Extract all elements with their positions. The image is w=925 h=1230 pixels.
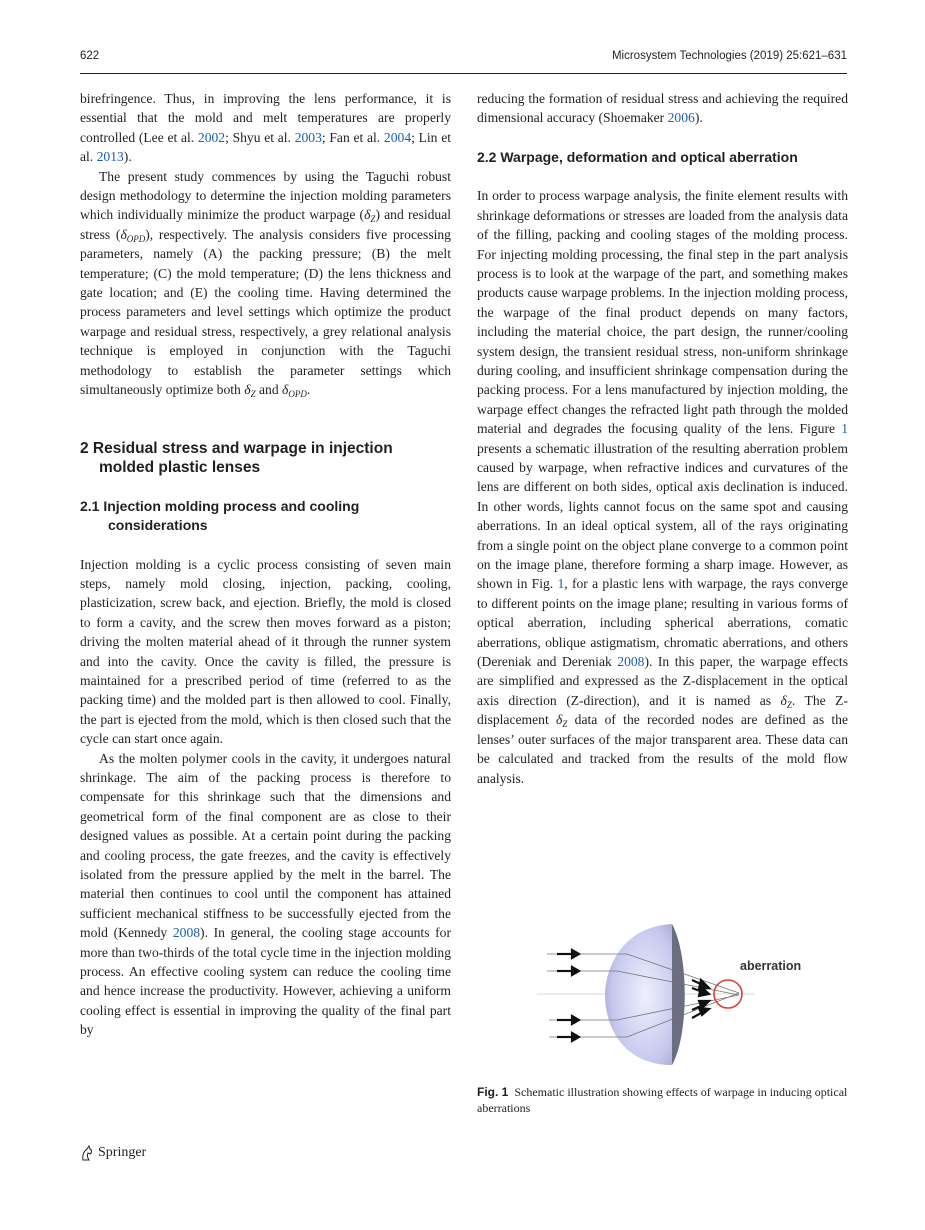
- header-rule: [80, 73, 847, 74]
- math-subscript: OPD: [126, 233, 146, 244]
- paragraph: [477, 186, 848, 788]
- paragraph: [477, 89, 848, 128]
- text-run: ) and residual stress (: [80, 207, 451, 242]
- lens-shape: [605, 924, 672, 1065]
- text-run: birefringence. Thus, in improving the lens performance, it is essential that the mold and melt temperatures are properly controlled (Lee et al.: [80, 91, 451, 145]
- text-run: As the molten polymer cools in the cavity, it undergoes natural shrinkage. The aim of the packing process is therefore to compensate for this shrinkage such that the dimensions and geometrical form of the final component are as close to their designed values as possible. At a certain point during the packing and cooling process, the gate freezes, and the cavity is effectively isolated from the pressure applied by the melt in the barrel. The material then continues to cool until the component has attained sufficient mechanical stiffness to be successfully ejected from the mold (Kennedy: [80, 750, 451, 941]
- math-delta: δ: [244, 382, 251, 398]
- math-symbol: [244, 382, 256, 400]
- right-column: [477, 89, 848, 788]
- paragraph: [80, 749, 451, 1040]
- left-column: [80, 89, 451, 1040]
- text-run: , for a plastic lens with warpage, the rays converge to different points on the image plane; resulting in various forms of optical aberration, including spherical aberrations, comatic aberrations, oblique astigmatism, chromatic aberrations, and others (Dereniak and Dereniak: [477, 576, 848, 670]
- subsection-heading: 2.1 Injection molding process and cooling considerations: [80, 497, 360, 533]
- math-delta: δ: [120, 226, 127, 242]
- paragraph: [80, 89, 451, 167]
- figure-1: [477, 915, 848, 1085]
- text-run: ). In this paper, the warpage effects are simplified and expressed as the Z-displacement in the optical axis direction (Z-direction), and it is named as: [477, 654, 848, 708]
- text-run: ; Lin et al.: [80, 129, 452, 165]
- text-run: ; Fan et al.: [321, 129, 384, 145]
- running-header: [80, 50, 847, 62]
- math-delta: δ: [364, 207, 371, 223]
- citation-link[interactable]: 2002: [197, 129, 226, 145]
- text-run: .: [306, 382, 311, 398]
- math-symbol: [556, 712, 568, 730]
- text-run: reducing the formation of residual stress and achieving the required dimensional accuracy (Shoemaker: [477, 91, 848, 126]
- paragraph: [80, 555, 451, 749]
- paragraph: [80, 167, 451, 400]
- lens-aberration-diagram: [477, 915, 848, 1085]
- text-run: ), respectively. The analysis considers five processing parameters, namely (A) the packing pressure; (B) the melt temperature; (C) the mold temperature; (D) the lens thickness and gate location; and (E) the cooling time. Having determined the process parameters and level settings which optimize the product warpage and residual stress, respectively, a grey relational analysis technique is employed in conjunction with the Taguchi methodology to establish the parameter settings which simultaneously optimize both: [80, 226, 451, 398]
- math-delta: δ: [556, 712, 563, 728]
- citation-link[interactable]: 2003: [294, 129, 322, 145]
- figure-caption: [477, 1084, 848, 1116]
- citation-link[interactable]: 1: [841, 421, 848, 437]
- publisher-name: Springer: [98, 1145, 147, 1160]
- math-delta: δ: [282, 382, 289, 398]
- text-run: ).: [123, 149, 132, 165]
- text-run: Injection molding is a cyclic process consisting of seven main steps, namely mold closing, injection, packing, cooling, plasticization, screw back, and ejection. Briefly, the mold is closed to form a cavity, and the screw then moves forward as a piston; driving the molten material ahead of it through the runner system and into the cavity. Once the cavity is filled, the pressure is maintained for a prescribed period of time (referred to as the packing time) and the molded part is then allowed to cool. Finally, the part is ejected from the mold, which is then closed such that the cycle can start once again.: [80, 556, 451, 747]
- citation-link[interactable]: 2006: [667, 110, 695, 126]
- subsection-heading: 2.2 Warpage, deformation and optical aberration: [477, 148, 798, 165]
- math-delta: δ: [780, 692, 787, 708]
- text-run: ).: [694, 110, 703, 126]
- figure-caption-text: Schematic illustration showing effects of warpage in inducing optical aberrations: [477, 1085, 848, 1115]
- aberration-label: aberration: [740, 959, 802, 973]
- text-run: ). In general, the cooling stage accounts for more than two-thirds of the total cycle time in the injection molding process. An effective cooling system can reduce the cooling time and hence increase the productivity. However, achieving a uniform cooling effect is essential in improving the quality of the final part by: [80, 925, 452, 1038]
- citation-link[interactable]: 2008: [172, 925, 201, 941]
- text-run: presents a schematic illustration of the resulting aberration problem caused by warpage, when refractive indices and curvatures of the lens are different on both sides, optical axis declination is induced. In other words, lights cannot focus on the same spot and causing aberrations. In an ideal optical system, all of the rays originating from a single point on the object plane converge to a common point on the image plane, therefore forming a sharp image. However, as shown in Fig.: [477, 440, 848, 592]
- math-symbol: [364, 207, 376, 225]
- math-subscript: Z: [250, 389, 256, 400]
- math-symbol: [120, 227, 145, 242]
- math-symbol: [781, 693, 792, 708]
- section-heading: 2 Residual stress and warpage in injection molded plastic lenses: [80, 439, 393, 476]
- springer-horse-icon: [80, 1145, 94, 1161]
- lens-edge: [672, 924, 685, 1065]
- citation-link[interactable]: 2013: [96, 149, 124, 165]
- citation-link[interactable]: 2008: [617, 654, 645, 670]
- text-run: data of the recorded nodes are defined as the lenses’ outer surfaces of the major transparent area. These data can be calculated and tracked from the results of the mold flow analysis.: [477, 712, 849, 786]
- math-subscript: Z: [786, 699, 792, 710]
- math-subscript: Z: [562, 719, 568, 730]
- journal-citation: Microsystem Technologies (2019) 25:621–631: [611, 50, 847, 62]
- math-subscript: Z: [370, 214, 376, 225]
- figure-caption-label: Fig. 1: [477, 1085, 509, 1099]
- text-run: ; Shyu et al.: [225, 129, 295, 145]
- page-number: 622: [80, 50, 100, 62]
- math-subscript: OPD: [288, 389, 307, 400]
- text-run: and: [255, 382, 283, 398]
- text-run: The present study commences by using the Taguchi robust design methodology to determine the injection molding parameters which individually minimize the product warpage (: [80, 168, 451, 223]
- text-run: . The Z-displacement: [477, 692, 848, 728]
- citation-link[interactable]: 1: [557, 576, 565, 592]
- footer: [80, 1145, 146, 1161]
- text-run: In order to process warpage analysis, the finite element results with shrinkage deformations or stresses are loaded from the analysis data of the filling, packing and cooling stages of the molding process. For injecting molding processing, the final step in the part analysis process is to look at the warpage of the part, and something makes products cause warpage problems. In the injection molding process, the warpage of the final product depends on many factors, including the material choice, the part design, the runner/cooling system design, the transient residual stress, non-uniform shrinkage during cooling, and insufficient shrinkage compensation during the packing process. For a lens manufactured by injection molding, the warpage effect changes the refracted light path through the molded material and degrades the focusing quality of the lens. Figure: [477, 188, 848, 437]
- citation-link[interactable]: 2004: [383, 129, 412, 145]
- math-symbol: [282, 382, 307, 400]
